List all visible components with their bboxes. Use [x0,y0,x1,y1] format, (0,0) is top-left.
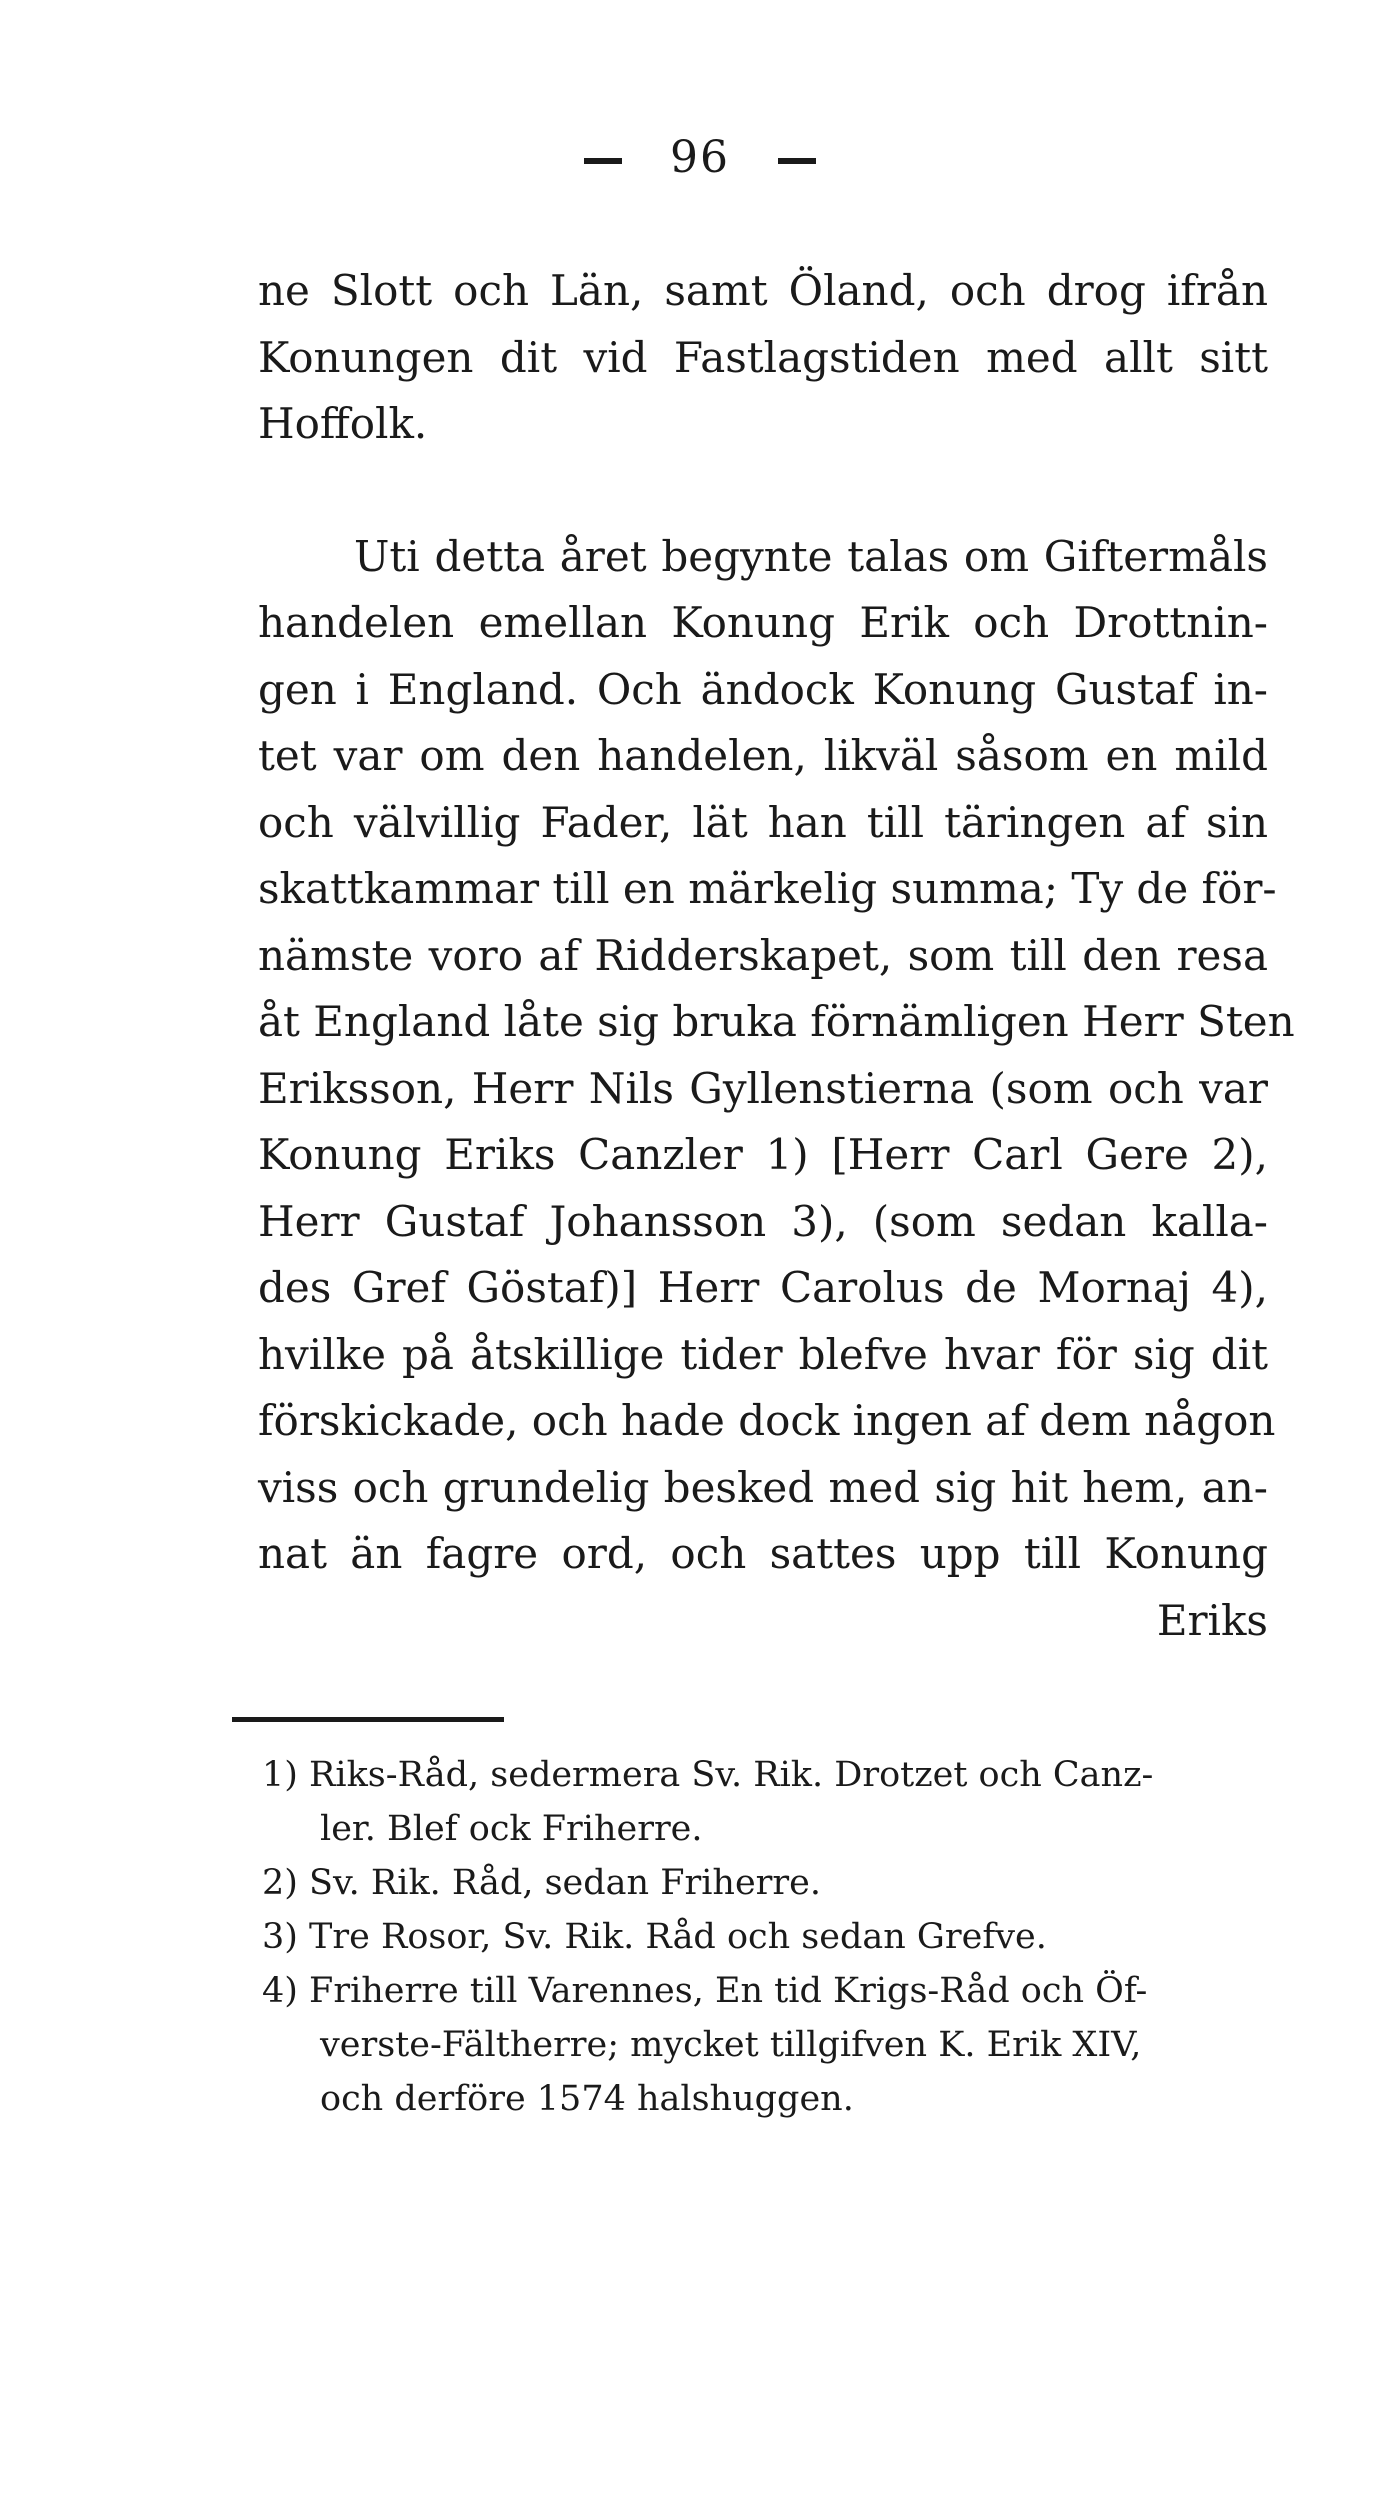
text-line: tet var om den handelen, likväl såsom en mild [258,731,1268,780]
text-line: des Gref Göstaf)] Herr Carolus de Mornaj 4), [258,1263,1268,1312]
footnote-line: och derföre 1574 halshuggen. [320,2079,854,2119]
catchword: Eriks [1156,1595,1268,1645]
footnote-rule [232,1717,504,1722]
footnote-line: 2) Sv. Rik. Råd, sedan Friherre. [262,1863,821,1903]
footnotes [262,1748,1272,2126]
footnote-line: 1) Riks-Råd, sedermera Sv. Rik. Drotzet och Canz- [262,1755,1154,1795]
text-line: Herr Gustaf Johansson 3), (som sedan kalla- [258,1196,1268,1246]
header-dash-left [584,158,622,164]
text-line: Hoffolk. [258,399,428,448]
footnote-line: 4) Friherre till Varennes, En tid Krigs-Råd och Öf- [262,1971,1148,2011]
text-line: förskickade, och hade dock ingen af dem någon [258,1396,1276,1445]
text-line: Konung Eriks Canzler 1) [Herr Carl Gere 2), [258,1130,1268,1179]
text-line: viss och grundelig besked med sig hit hem, an- [258,1462,1268,1512]
text-line: nat än fagre ord, och sattes upp till Konung [258,1529,1268,1578]
text-line: handelen emellan Konung Erik och Drottnin- [258,598,1268,647]
text-line: och välvillig Fader, lät han till täringen af sin [258,797,1268,847]
paragraph-gap [258,458,1268,524]
header-dash-right [778,158,816,164]
footnote-line: verste-Fältherre; mycket tillgifven K. Erik XIV, [320,2025,1142,2065]
text-line: gen i England. Och ändock Konung Gustaf in- [258,664,1268,714]
page-header [0,132,1400,183]
text-line: nämste voro af Ridderskapet, som till den resa [258,930,1268,980]
footnote-line: ler. Blef ock Friherre. [320,1809,703,1849]
text-line: skattkammar till en märkelig summa; Ty de för- [258,864,1277,913]
text-line: Konungen dit vid Fastlagstiden med allt sitt [258,332,1268,382]
text-line: ne Slott och Län, samt Öland, och drog ifrån [258,266,1268,315]
text-line: Eriksson, Herr Nils Gyllenstierna (som och var [258,1063,1268,1113]
text-line: åt England låte sig bruka förnämligen Herr Sten [258,997,1295,1046]
body-text [258,258,1295,1654]
text-line: Uti detta året begynte talas om Giftermåls [354,531,1268,581]
footnote-line: 3) Tre Rosor, Sv. Rik. Råd och sedan Grefve. [262,1917,1047,1957]
page-number: 96 [670,132,730,183]
text-line: hvilke på åtskillige tider blefve hvar för sig dit [258,1329,1268,1379]
